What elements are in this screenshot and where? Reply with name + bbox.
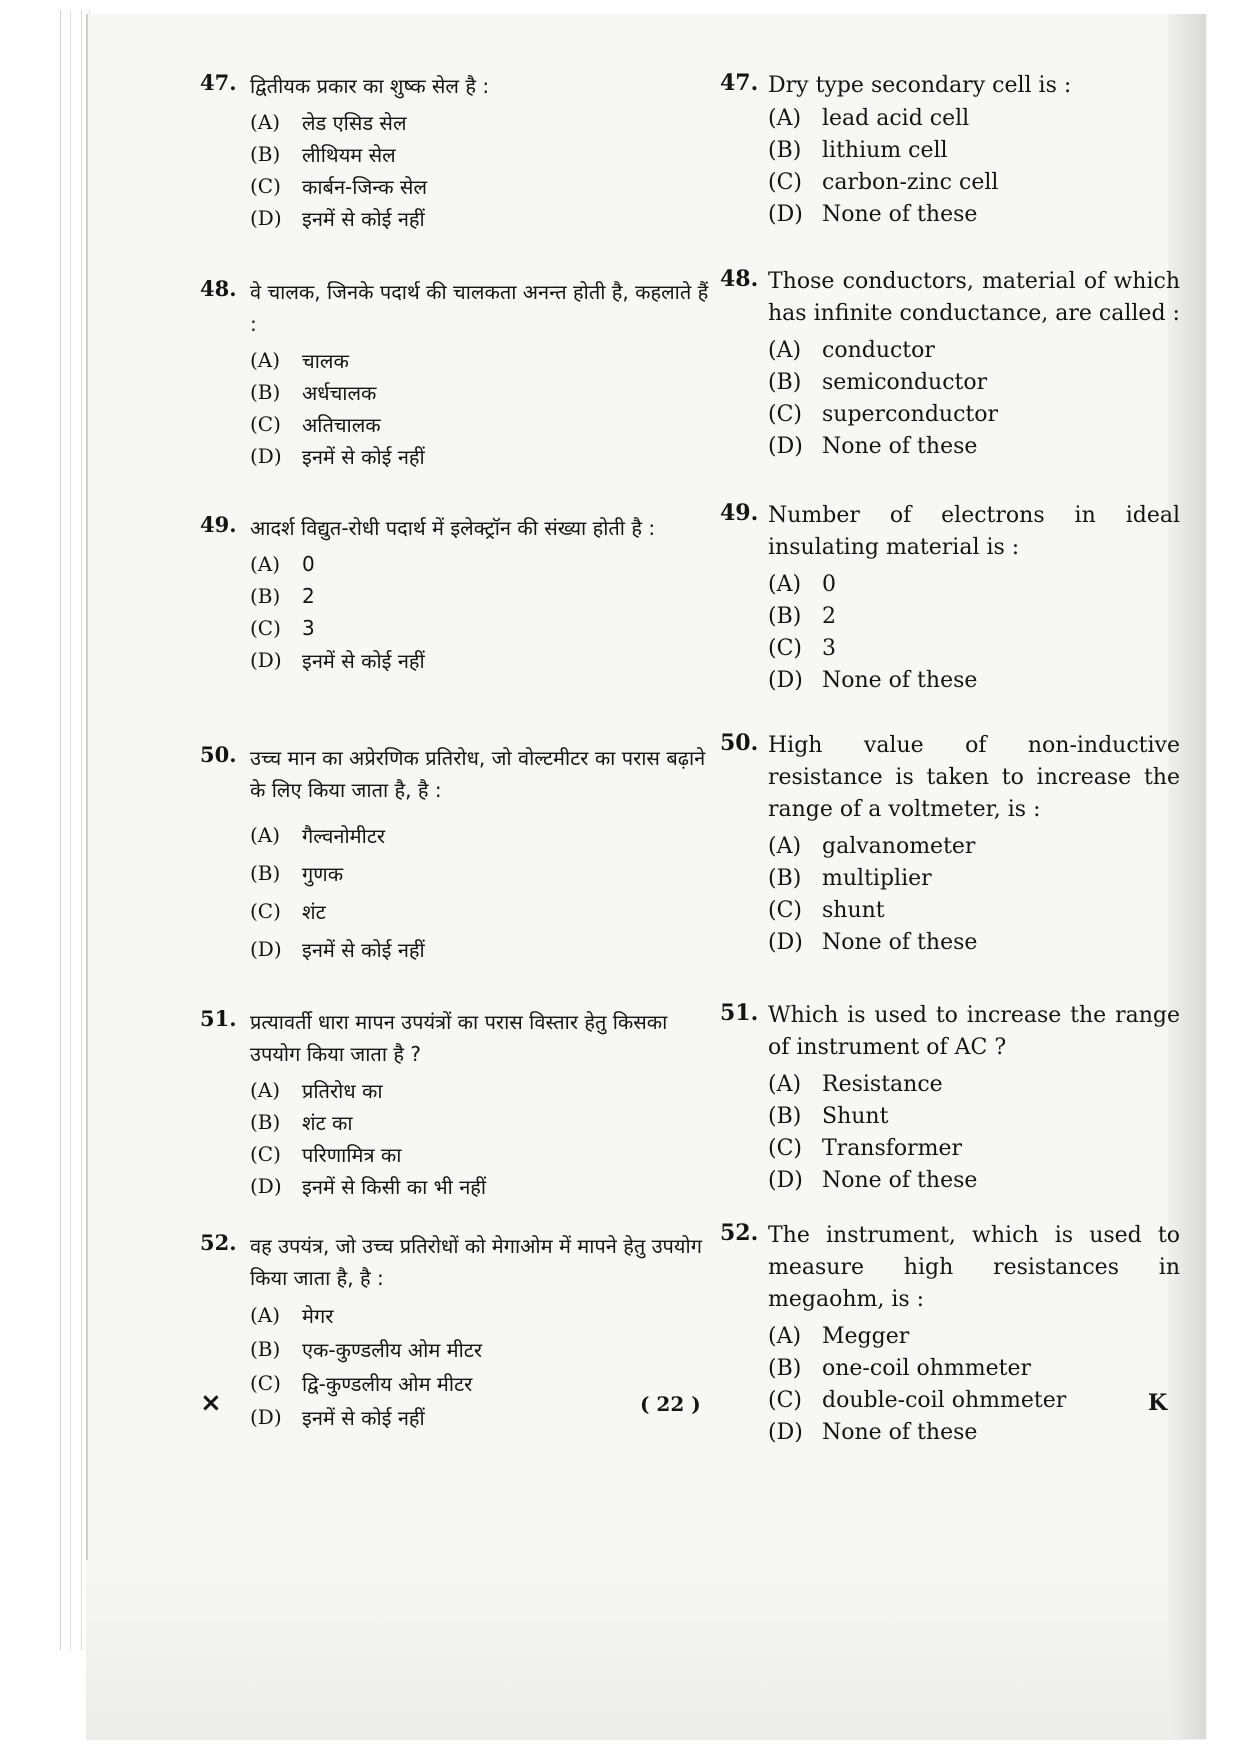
option-text: अतिचालक [302, 412, 381, 437]
question-text: वह उपयंत्र, जो उच्च प्रतिरोधों को मेगाओम में मापने हेतु उपयोग किया जाता है, है : [250, 1234, 702, 1290]
option-label: (B) [768, 1355, 802, 1381]
option-a [250, 816, 720, 854]
option-text: Megger [822, 1323, 910, 1349]
option-a [250, 1074, 720, 1106]
option-c [250, 170, 720, 202]
option-label: (A) [250, 1303, 281, 1327]
option-c [768, 1132, 1180, 1164]
booklet-code: K [1148, 1390, 1168, 1416]
option-label: (A) [768, 1323, 802, 1349]
option-c [250, 1138, 720, 1170]
option-label: (D) [250, 206, 282, 230]
question-text: वे चालक, जिनके पदार्थ की चालकता अनन्त होती है, कहलाते हैं : [250, 280, 709, 336]
option-text: None of these [822, 201, 978, 227]
option-label: (C) [250, 899, 281, 923]
option-label: (A) [250, 110, 281, 134]
option-label: (D) [768, 1419, 803, 1445]
option-text: Transformer [822, 1135, 963, 1161]
option-label: (A) [768, 337, 802, 363]
option-text: इनमें से कोई नहीं [302, 444, 425, 469]
option-a [768, 1320, 1180, 1352]
option-text: None of these [822, 1419, 978, 1445]
option-text: इनमें से कोई नहीं [302, 206, 425, 231]
footer-cross-mark: × [200, 1388, 222, 1418]
question-text: प्रत्यावर्ती धारा मापन उपयंत्रों का परास विस्तार हेतु किसका उपयोग किया जाता है ? [250, 1010, 668, 1066]
option-d [768, 1416, 1180, 1448]
option-b [250, 1106, 720, 1138]
option-label: (D) [768, 667, 803, 693]
option-b [768, 366, 1180, 398]
option-text: चालक [302, 348, 349, 373]
option-b [768, 600, 1180, 632]
option-label: (B) [768, 603, 802, 629]
question-number: 50. [200, 742, 237, 767]
option-text: superconductor [822, 401, 998, 427]
option-label: (A) [768, 571, 802, 597]
question-number: 49. [720, 500, 759, 526]
option-text: one-coil ohmmeter [822, 1355, 1032, 1381]
question-52-english [720, 1220, 1180, 1448]
option-b [768, 862, 1180, 894]
option-c [250, 892, 720, 930]
option-d [250, 930, 720, 968]
option-label: (A) [250, 348, 281, 372]
page-stack-edge [70, 10, 82, 1650]
option-text: double-coil ohmmeter [822, 1387, 1067, 1413]
question-49-english [720, 500, 1180, 696]
option-b [250, 854, 720, 892]
option-label: (B) [250, 380, 281, 404]
option-text: None of these [822, 929, 978, 955]
option-c [768, 894, 1180, 926]
option-c [768, 1384, 1180, 1416]
option-b [768, 1352, 1180, 1384]
option-label: (B) [768, 865, 802, 891]
question-text: The instrument, which is used to measure high resistances in megaohm, is : [768, 1223, 1180, 1312]
question-number: 48. [720, 266, 759, 292]
question-number: 50. [720, 730, 759, 756]
option-text: semiconductor [822, 369, 988, 395]
option-text: 3 [822, 635, 836, 661]
option-label: (A) [250, 823, 281, 847]
option-label: (B) [250, 1337, 281, 1361]
option-d [250, 202, 720, 234]
option-label: (C) [768, 1135, 802, 1161]
question-number: 52. [200, 1230, 237, 1255]
option-label: (D) [250, 444, 282, 468]
option-a [768, 568, 1180, 600]
option-a [250, 106, 720, 138]
question-text: Which is used to increase the range of instrument of AC ? [768, 1003, 1180, 1060]
option-text: मेगर [302, 1303, 334, 1328]
option-a [768, 1068, 1180, 1100]
question-text: Dry type secondary cell is : [768, 73, 1072, 98]
option-label: (B) [250, 1110, 281, 1134]
option-label: (D) [768, 929, 803, 955]
option-label: (C) [250, 616, 281, 640]
option-d [250, 1170, 720, 1202]
option-label: (C) [768, 635, 802, 661]
option-a [768, 102, 1180, 134]
question-number: 52. [720, 1220, 759, 1246]
option-text: इनमें से कोई नहीं [302, 648, 425, 673]
option-c [250, 612, 720, 644]
question-number: 48. [200, 276, 237, 301]
question-text: आदर्श विद्युत-रोधी पदार्थ में इलेक्ट्रॉन की संख्या होती है : [250, 516, 656, 540]
option-a [250, 344, 720, 376]
option-text: None of these [822, 1167, 978, 1193]
option-label: (B) [768, 1103, 802, 1129]
option-label: (D) [768, 433, 803, 459]
option-text: 0 [302, 552, 315, 576]
option-text: None of these [822, 667, 978, 693]
option-text: इनमें से किसी का भी नहीं [302, 1174, 487, 1199]
question-text: Those conductors, material of which has infinite conductance, are called : [768, 269, 1180, 326]
option-d [768, 1164, 1180, 1196]
option-label: (C) [250, 1142, 281, 1166]
question-text: High value of non-inductive resistance is taken to increase the range of a voltmeter, is : [768, 733, 1180, 822]
option-label: (C) [768, 401, 802, 427]
option-label: (A) [768, 833, 802, 859]
option-label: (C) [250, 1371, 281, 1395]
question-49-hindi [200, 512, 720, 676]
option-text: lithium cell [822, 137, 948, 163]
option-text: carbon-zinc cell [822, 169, 999, 195]
option-a [250, 548, 720, 580]
option-label: (A) [768, 105, 802, 131]
option-label: (D) [250, 648, 282, 672]
question-text: उच्च मान का अप्रेरणिक प्रतिरोध, जो वोल्टमीटर का परास बढ़ाने के लिए किया जाता है, है : [250, 746, 706, 802]
option-label: (B) [250, 861, 281, 885]
option-text: 2 [822, 603, 836, 629]
option-text: Shunt [822, 1103, 889, 1129]
option-d [768, 664, 1180, 696]
option-a [768, 830, 1180, 862]
option-label: (C) [768, 1387, 802, 1413]
option-text: इनमें से कोई नहीं [302, 937, 425, 962]
question-number: 47. [200, 70, 237, 95]
option-label: (B) [250, 142, 281, 166]
option-text: None of these [822, 433, 978, 459]
option-b [768, 1100, 1180, 1132]
option-c [768, 398, 1180, 430]
option-text: परिणामित्र का [302, 1142, 402, 1167]
option-text: एक-कुण्डलीय ओम मीटर [302, 1337, 483, 1362]
option-text: galvanometer [822, 833, 976, 859]
option-d [250, 440, 720, 472]
option-text: लीथियम सेल [302, 142, 396, 167]
option-label: (C) [768, 897, 802, 923]
question-number: 49. [200, 512, 237, 537]
option-label: (D) [250, 937, 282, 961]
option-text: गैल्वनोमीटर [302, 823, 386, 848]
option-text: प्रतिरोध का [302, 1078, 383, 1103]
option-label: (C) [250, 412, 281, 436]
question-number: 51. [200, 1006, 237, 1031]
option-text: अर्धचालक [302, 380, 377, 405]
option-b [250, 138, 720, 170]
question-48-english [720, 266, 1180, 462]
option-label: (A) [250, 552, 281, 576]
option-d [768, 198, 1180, 230]
option-c [768, 632, 1180, 664]
question-number: 51. [720, 1000, 759, 1026]
option-d [768, 430, 1180, 462]
question-50-english [720, 730, 1180, 958]
option-text: 3 [302, 616, 315, 640]
option-text: लेड एसिड सेल [302, 110, 407, 135]
question-47-english [720, 70, 1180, 230]
option-text: इनमें से कोई नहीं [302, 1405, 425, 1430]
question-text: द्वितीयक प्रकार का शुष्क सेल है : [250, 74, 490, 98]
option-d [250, 644, 720, 676]
option-label: (B) [768, 369, 802, 395]
option-text: शंट [302, 899, 326, 924]
option-text: shunt [822, 897, 885, 923]
option-d [768, 926, 1180, 958]
option-b [768, 134, 1180, 166]
question-47-hindi [200, 70, 720, 234]
option-a [250, 1298, 720, 1332]
option-text: 0 [822, 571, 836, 597]
option-text: multiplier [822, 865, 932, 891]
option-text: शंट का [302, 1110, 353, 1135]
option-label: (A) [250, 1078, 281, 1102]
option-label: (A) [768, 1071, 802, 1097]
page-number: ( 22 ) [640, 1392, 701, 1416]
paper-shade [86, 1560, 1206, 1740]
option-b [250, 376, 720, 408]
question-51-hindi [200, 1006, 720, 1202]
option-label: (D) [768, 1167, 803, 1193]
option-text: lead acid cell [822, 105, 970, 131]
option-text: कार्बन-जिन्क सेल [302, 174, 428, 199]
question-text: Number of electrons in ideal insulating material is : [768, 503, 1180, 560]
option-label: (B) [250, 584, 281, 608]
option-text: द्वि-कुण्डलीय ओम मीटर [302, 1371, 473, 1396]
question-number: 47. [720, 70, 759, 96]
question-50-hindi [200, 742, 720, 968]
option-text: गुणक [302, 861, 344, 886]
option-label: (D) [250, 1405, 282, 1429]
option-text: 2 [302, 584, 315, 608]
option-label: (C) [250, 174, 281, 198]
question-51-english [720, 1000, 1180, 1196]
question-48-hindi [200, 276, 720, 472]
option-c [250, 408, 720, 440]
option-label: (C) [768, 169, 802, 195]
option-label: (D) [250, 1174, 282, 1198]
option-label: (D) [768, 201, 803, 227]
option-c [768, 166, 1180, 198]
option-text: conductor [822, 337, 935, 363]
option-text: Resistance [822, 1071, 943, 1097]
option-label: (B) [768, 137, 802, 163]
option-b [250, 580, 720, 612]
option-b [250, 1332, 720, 1366]
option-a [768, 334, 1180, 366]
